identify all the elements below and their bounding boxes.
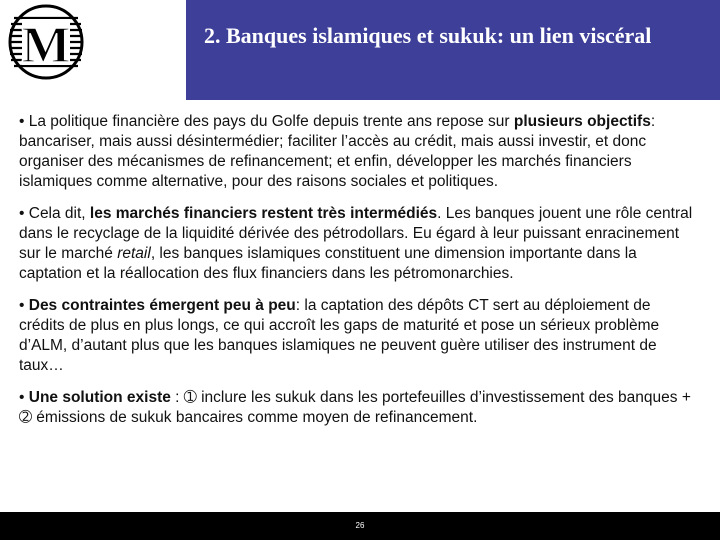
bullet-text: : bancariser, mais aussi désintermédier; faciliter l’accès au crédit, mais aussi investir, et donc organiser des mécanismes de refinancement; et enfin, développer les marchés financiers islamiques comme alternative, pour des raisons sociales et politiques. (19, 113, 656, 190)
bullet-emphasis: les marchés financiers restent très intermédiés (89, 205, 438, 222)
bullet-constraints (19, 296, 699, 376)
bullet-text: . Les banques jouent une rôle central dans le recyclage de la liquidité dérivée des pétrodollars. Eu égard à leur puissant enracinement sur le marché (19, 205, 693, 262)
bullet-marker: • (19, 205, 25, 222)
bullet-solution (19, 388, 699, 428)
slide-title: 2. Banques islamiques et sukuk: un lien viscéral (204, 23, 652, 48)
bullet-text: : ➀ inclure les sukuk dans les portefeuilles d’investissement des banques + ➁ émissions de sukuk bancaires comme moyen de refinancement. (19, 389, 691, 426)
bullet-emphasis: Une solution existe (24, 389, 171, 406)
bullet-text: : la captation des dépôts CT sert au déploiement de crédits de plus en plus longs, ce qui accroît les gaps de maturité et pose un sérieux problème d’ALM, d’autant plus que les banques islamiques ne peuvent guère utiliser des instrument de taux… (19, 297, 660, 374)
bullet-emphasis: plusieurs objectifs (513, 113, 651, 130)
logo-letter: M (21, 17, 71, 74)
bullet-intermediation (19, 204, 699, 284)
bullet-emphasis: Des contraintes émergent peu à peu (24, 297, 296, 314)
bullet-marker: • (19, 389, 25, 406)
page-number: 26 (355, 521, 365, 530)
slide-body (19, 112, 699, 440)
bullet-italic: retail (117, 245, 151, 262)
title-band (186, 0, 720, 100)
bullet-objectives (19, 112, 699, 192)
m-logo-icon (8, 4, 84, 80)
header-bar (0, 0, 720, 100)
bullet-marker: • (19, 113, 25, 130)
bullet-text: La politique financière des pays du Golfe depuis trente ans repose sur (24, 113, 514, 130)
bullet-text: Cela dit, (24, 205, 90, 222)
bullet-text: , les banques islamiques constituent une dimension importante dans la captation et la réallocation des flux financiers dans les pétromonarchies. (19, 245, 637, 282)
bullet-marker: • (19, 297, 25, 314)
